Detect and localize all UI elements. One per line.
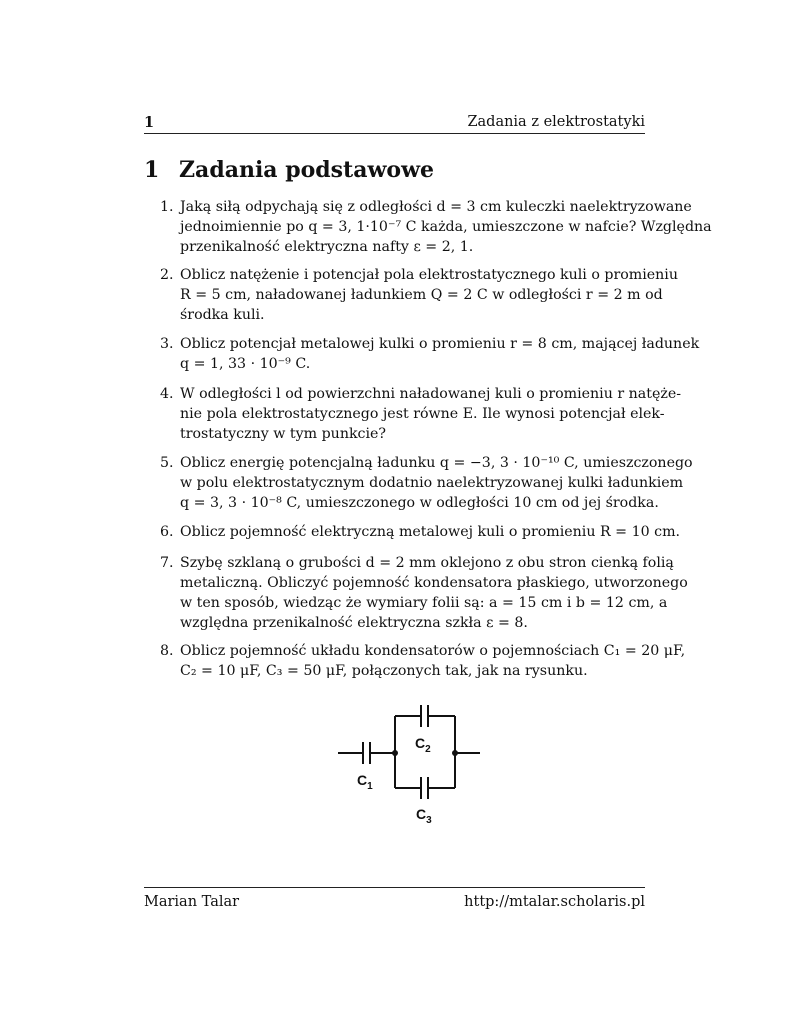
footer-author: Marian Talar — [144, 894, 240, 910]
problem-line: trostatyczny w tym punkcie? — [180, 426, 387, 442]
problem-line: Szybę szklaną o grubości d = 2 mm oklejono z obu stron cienką folią — [180, 555, 674, 571]
problem-line: Oblicz pojemność układu kondensatorów o pojemnościach C₁ = 20 μF, — [180, 643, 686, 659]
problem-line: nie pola elektrostatycznego jest równe E. Ile wynosi potencjał elek- — [180, 406, 665, 422]
problem-line: Oblicz energię potencjalną ładunku q = −3, 3 · 10⁻¹⁰ C, umieszczonego — [180, 455, 693, 471]
label-c2: $C_2$ — [415, 735, 431, 755]
section-title: Zadania podstawowe — [179, 157, 435, 183]
problem-text — [180, 384, 682, 444]
problem-text — [180, 453, 693, 513]
header-rule — [144, 133, 645, 134]
problem-line: w polu elektrostatycznym dodatnio naelektryzowanej kulki ładunkiem — [180, 475, 684, 491]
problem-text — [180, 197, 712, 257]
footer-url: http://mtalar.scholaris.pl — [464, 894, 645, 910]
label-c1: $C_1$ — [357, 772, 373, 792]
page-header — [144, 114, 645, 134]
problem-text — [180, 334, 700, 374]
footer-rule — [144, 887, 645, 888]
problem-line: przenikalność elektryczna nafty ε = 2, 1. — [180, 239, 474, 255]
problem-line: względna przenikalność elektryczna szkła ε = 8. — [180, 615, 528, 631]
problem-line: q = 3, 3 · 10⁻⁸ C, umieszczonego w odległości 10 cm od jej środka. — [180, 495, 659, 511]
problem-number: 6. — [160, 524, 174, 540]
problem-number: 1. — [160, 199, 174, 215]
capacitor-circuit-diagram — [330, 700, 490, 830]
header-title: Zadania z elektrostatyki — [467, 114, 645, 130]
problem-number: 5. — [160, 455, 174, 471]
problem-number: 2. — [160, 267, 174, 283]
problem-line: R = 5 cm, naładowanej ładunkiem Q = 2 C w odległości r = 2 m od — [180, 287, 663, 303]
problem-number: 8. — [160, 643, 174, 659]
problem-line: Oblicz natężenie i potencjał pola elektrostatycznego kuli o promieniu — [180, 267, 678, 283]
problem-line: środka kuli. — [180, 307, 265, 323]
section-heading — [144, 157, 434, 183]
problem-number: 4. — [160, 386, 174, 402]
problem-line: Oblicz pojemność elektryczną metalowej kuli o promieniu R = 10 cm. — [180, 524, 681, 540]
problem-line: Oblicz potencjał metalowej kulki o promieniu r = 8 cm, mającej ładunek — [180, 336, 700, 352]
label-c3: $C_3$ — [416, 806, 432, 826]
problem-line: jednoimiennie po q = 3, 1·10⁻⁷ C każda, umieszczone w nafcie? Względna — [180, 219, 712, 235]
problem-line: metaliczną. Obliczyć pojemność kondensatora płaskiego, utworzonego — [180, 575, 688, 591]
problem-text — [180, 265, 678, 325]
problem-line: w ten sposób, wiedząc że wymiary folii są: a = 15 cm i b = 12 cm, a — [180, 595, 668, 611]
problem-number: 3. — [160, 336, 174, 352]
section-number: 1 — [144, 157, 160, 183]
problem-line: q = 1, 33 · 10⁻⁹ C. — [180, 356, 311, 372]
problem-number: 7. — [160, 555, 174, 571]
header-page-number: 1 — [144, 114, 155, 131]
problem-text — [180, 641, 686, 681]
problem-text — [180, 522, 681, 542]
problem-line: Jaką siłą odpychają się z odległości d = 3 cm kuleczki naelektryzowane — [180, 199, 692, 215]
problem-text — [180, 553, 688, 633]
problem-line: W odległości l od powierzchni naładowanej kuli o promieniu r natęże- — [180, 386, 682, 402]
problem-line: C₂ = 10 μF, C₃ = 50 μF, połączonych tak, jak na rysunku. — [180, 663, 588, 679]
